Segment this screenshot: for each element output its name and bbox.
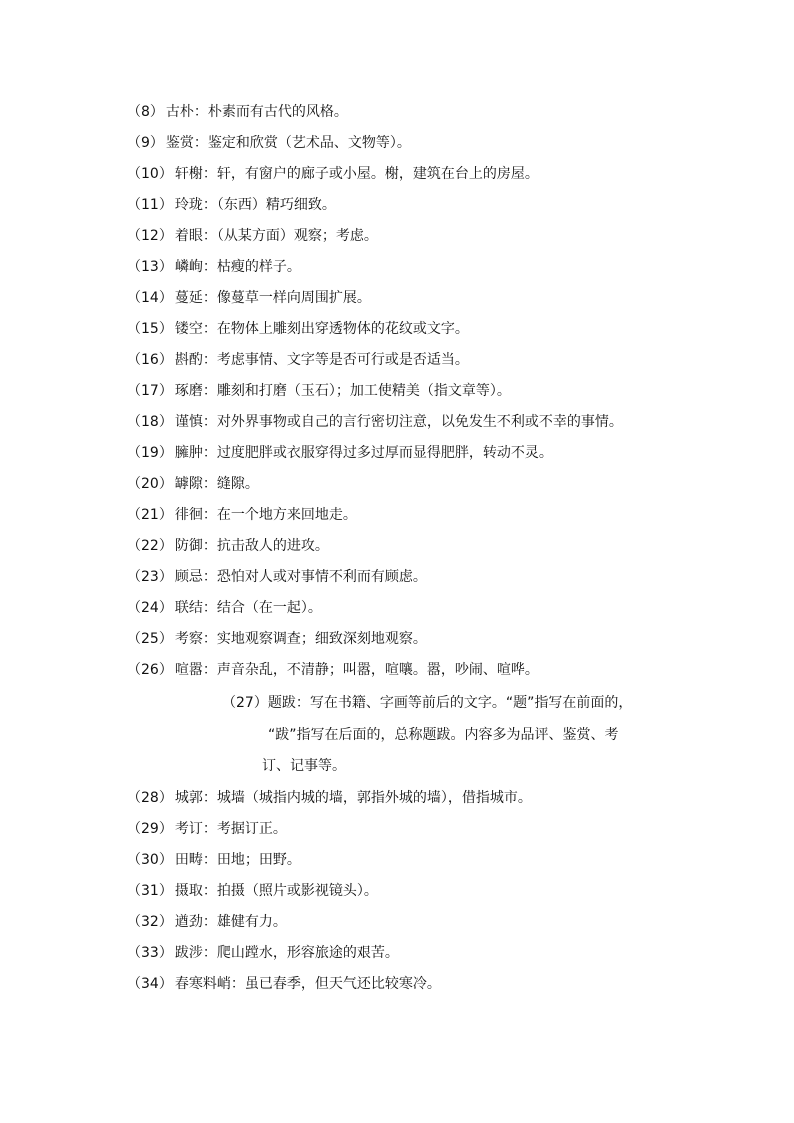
glossary-entry-11 — [127, 196, 336, 214]
entry-number: （32） — [127, 914, 173, 930]
entry-text: 徘徊：在一个地方来回地走。 — [174, 507, 357, 523]
entry-text: 着眼：（从某方面）观察；考虑。 — [174, 228, 378, 244]
glossary-entry-33 — [127, 944, 399, 962]
entry-text: 轩榭：轩，有窗户的廊子或小屋。榭，建筑在台上的房屋。 — [174, 166, 539, 182]
glossary-entry-27-line-3: 订、记事等。 — [262, 758, 346, 774]
glossary-entry-19 — [127, 444, 553, 462]
entry-text: 顾忌：恐怕对人或对事情不利而有顾虑。 — [174, 569, 427, 585]
entry-number: （24） — [127, 600, 173, 616]
glossary-entry-8 — [127, 103, 348, 121]
entry-number: （14） — [127, 290, 173, 306]
entry-number: （11） — [127, 197, 173, 213]
entry-number: （28） — [127, 790, 173, 806]
entry-number: （25） — [127, 631, 173, 647]
glossary-entry-9 — [127, 134, 411, 152]
entry-number: （19） — [127, 445, 173, 461]
entry-number: （8） — [127, 104, 164, 120]
entry-text: 田畴：田地；田野。 — [174, 852, 301, 868]
entry-text: 琢磨：雕刻和打磨（玉石）；加工使精美（指文章等）。 — [174, 383, 511, 399]
entry-text: 春寒料峭：虽已春季，但天气还比较寒冷。 — [174, 976, 441, 992]
entry-text: 遒劲：雄健有力。 — [174, 914, 287, 930]
glossary-entry-14 — [127, 289, 371, 307]
glossary-entry-23 — [127, 568, 427, 586]
glossary-entry-21 — [127, 506, 357, 524]
entry-number: （13） — [127, 259, 173, 275]
glossary-entry-32 — [127, 913, 287, 931]
glossary-entry-24 — [127, 599, 322, 617]
entry-text: 联结：结合（在一起）。 — [174, 600, 322, 616]
entry-number: （23） — [127, 569, 173, 585]
glossary-entry-26 — [127, 661, 539, 679]
entry-text: 鉴赏：鉴定和欣赏（艺术品、文物等）。 — [165, 135, 411, 151]
entry-text: 斟酌：考虑事情、文字等是否可行或是否适当。 — [174, 352, 469, 368]
glossary-entry-34 — [127, 975, 441, 993]
entry-text: 镂空：在物体上雕刻出穿透物体的花纹或文字。 — [174, 321, 469, 337]
glossary-entry-12 — [127, 227, 378, 245]
entry-number: （22） — [127, 538, 173, 554]
glossary-entry-20 — [127, 475, 259, 493]
entry-number: （17） — [127, 383, 173, 399]
entry-text: 跋涉：爬山蹚水，形容旅途的艰苦。 — [174, 945, 399, 961]
entry-text: 考察：实地观察调查；细致深刻地观察。 — [174, 631, 427, 647]
glossary-entry-27-line-1: （27）题跋：写在书籍、字画等前后的文字。“题”指写在前面的， — [222, 695, 633, 711]
glossary-entry-29 — [127, 820, 287, 838]
glossary-entry-17 — [127, 382, 511, 400]
entry-text: 城郭：城墙（城指内城的墙，郭指外城的墙），借指城市。 — [174, 790, 532, 806]
glossary-entry-16 — [127, 351, 469, 369]
entry-text: 防御：抗击敌人的进攻。 — [174, 538, 329, 554]
glossary-entry-18 — [127, 413, 623, 431]
entry-number: （18） — [127, 414, 173, 430]
glossary-entry-15 — [127, 320, 469, 338]
entry-number: （9） — [127, 135, 164, 151]
entry-text: 考订：考据订正。 — [174, 821, 287, 837]
entry-number: （15） — [127, 321, 173, 337]
glossary-entry-25 — [127, 630, 427, 648]
entry-number: （34） — [127, 976, 173, 992]
entry-text: 谨慎：对外界事物或自己的言行密切注意，以免发生不利或不幸的事情。 — [174, 414, 623, 430]
entry-text: 罅隙：缝隙。 — [174, 476, 259, 492]
glossary-entry-27-line-2: “跋”指写在后面的，总称题跋。内容多为品评、鉴赏、考 — [268, 727, 619, 743]
entry-text: 古朴：朴素而有古代的风格。 — [165, 104, 348, 120]
glossary-entry-31 — [127, 882, 378, 900]
glossary-entry-28 — [127, 789, 532, 807]
entry-number: （21） — [127, 507, 173, 523]
entry-number: （31） — [127, 883, 173, 899]
entry-text: 摄取：拍摄（照片或影视镜头）。 — [174, 883, 378, 899]
entry-text: 玲珑：（东西）精巧细致。 — [174, 197, 336, 213]
entry-text: 臃肿：过度肥胖或衣服穿得过多过厚而显得肥胖，转动不灵。 — [174, 445, 553, 461]
entry-number: （12） — [127, 228, 173, 244]
entry-number: （33） — [127, 945, 173, 961]
entry-number: （26） — [127, 662, 173, 678]
entry-text: 喧嚣：声音杂乱，不清静；叫嚣，喧嚷。嚣，吵闹、喧哗。 — [174, 662, 539, 678]
entry-text: 蔓延：像蔓草一样向周围扩展。 — [174, 290, 371, 306]
glossary-entry-10 — [127, 165, 539, 183]
glossary-entry-22 — [127, 537, 329, 555]
glossary-entry-13 — [127, 258, 301, 276]
entry-number: （30） — [127, 852, 173, 868]
entry-number: （29） — [127, 821, 173, 837]
glossary-entry-30 — [127, 851, 301, 869]
entry-number: （10） — [127, 166, 173, 182]
entry-number: （20） — [127, 476, 173, 492]
entry-number: （16） — [127, 352, 173, 368]
entry-text: 嶙峋：枯瘦的样子。 — [174, 259, 301, 275]
